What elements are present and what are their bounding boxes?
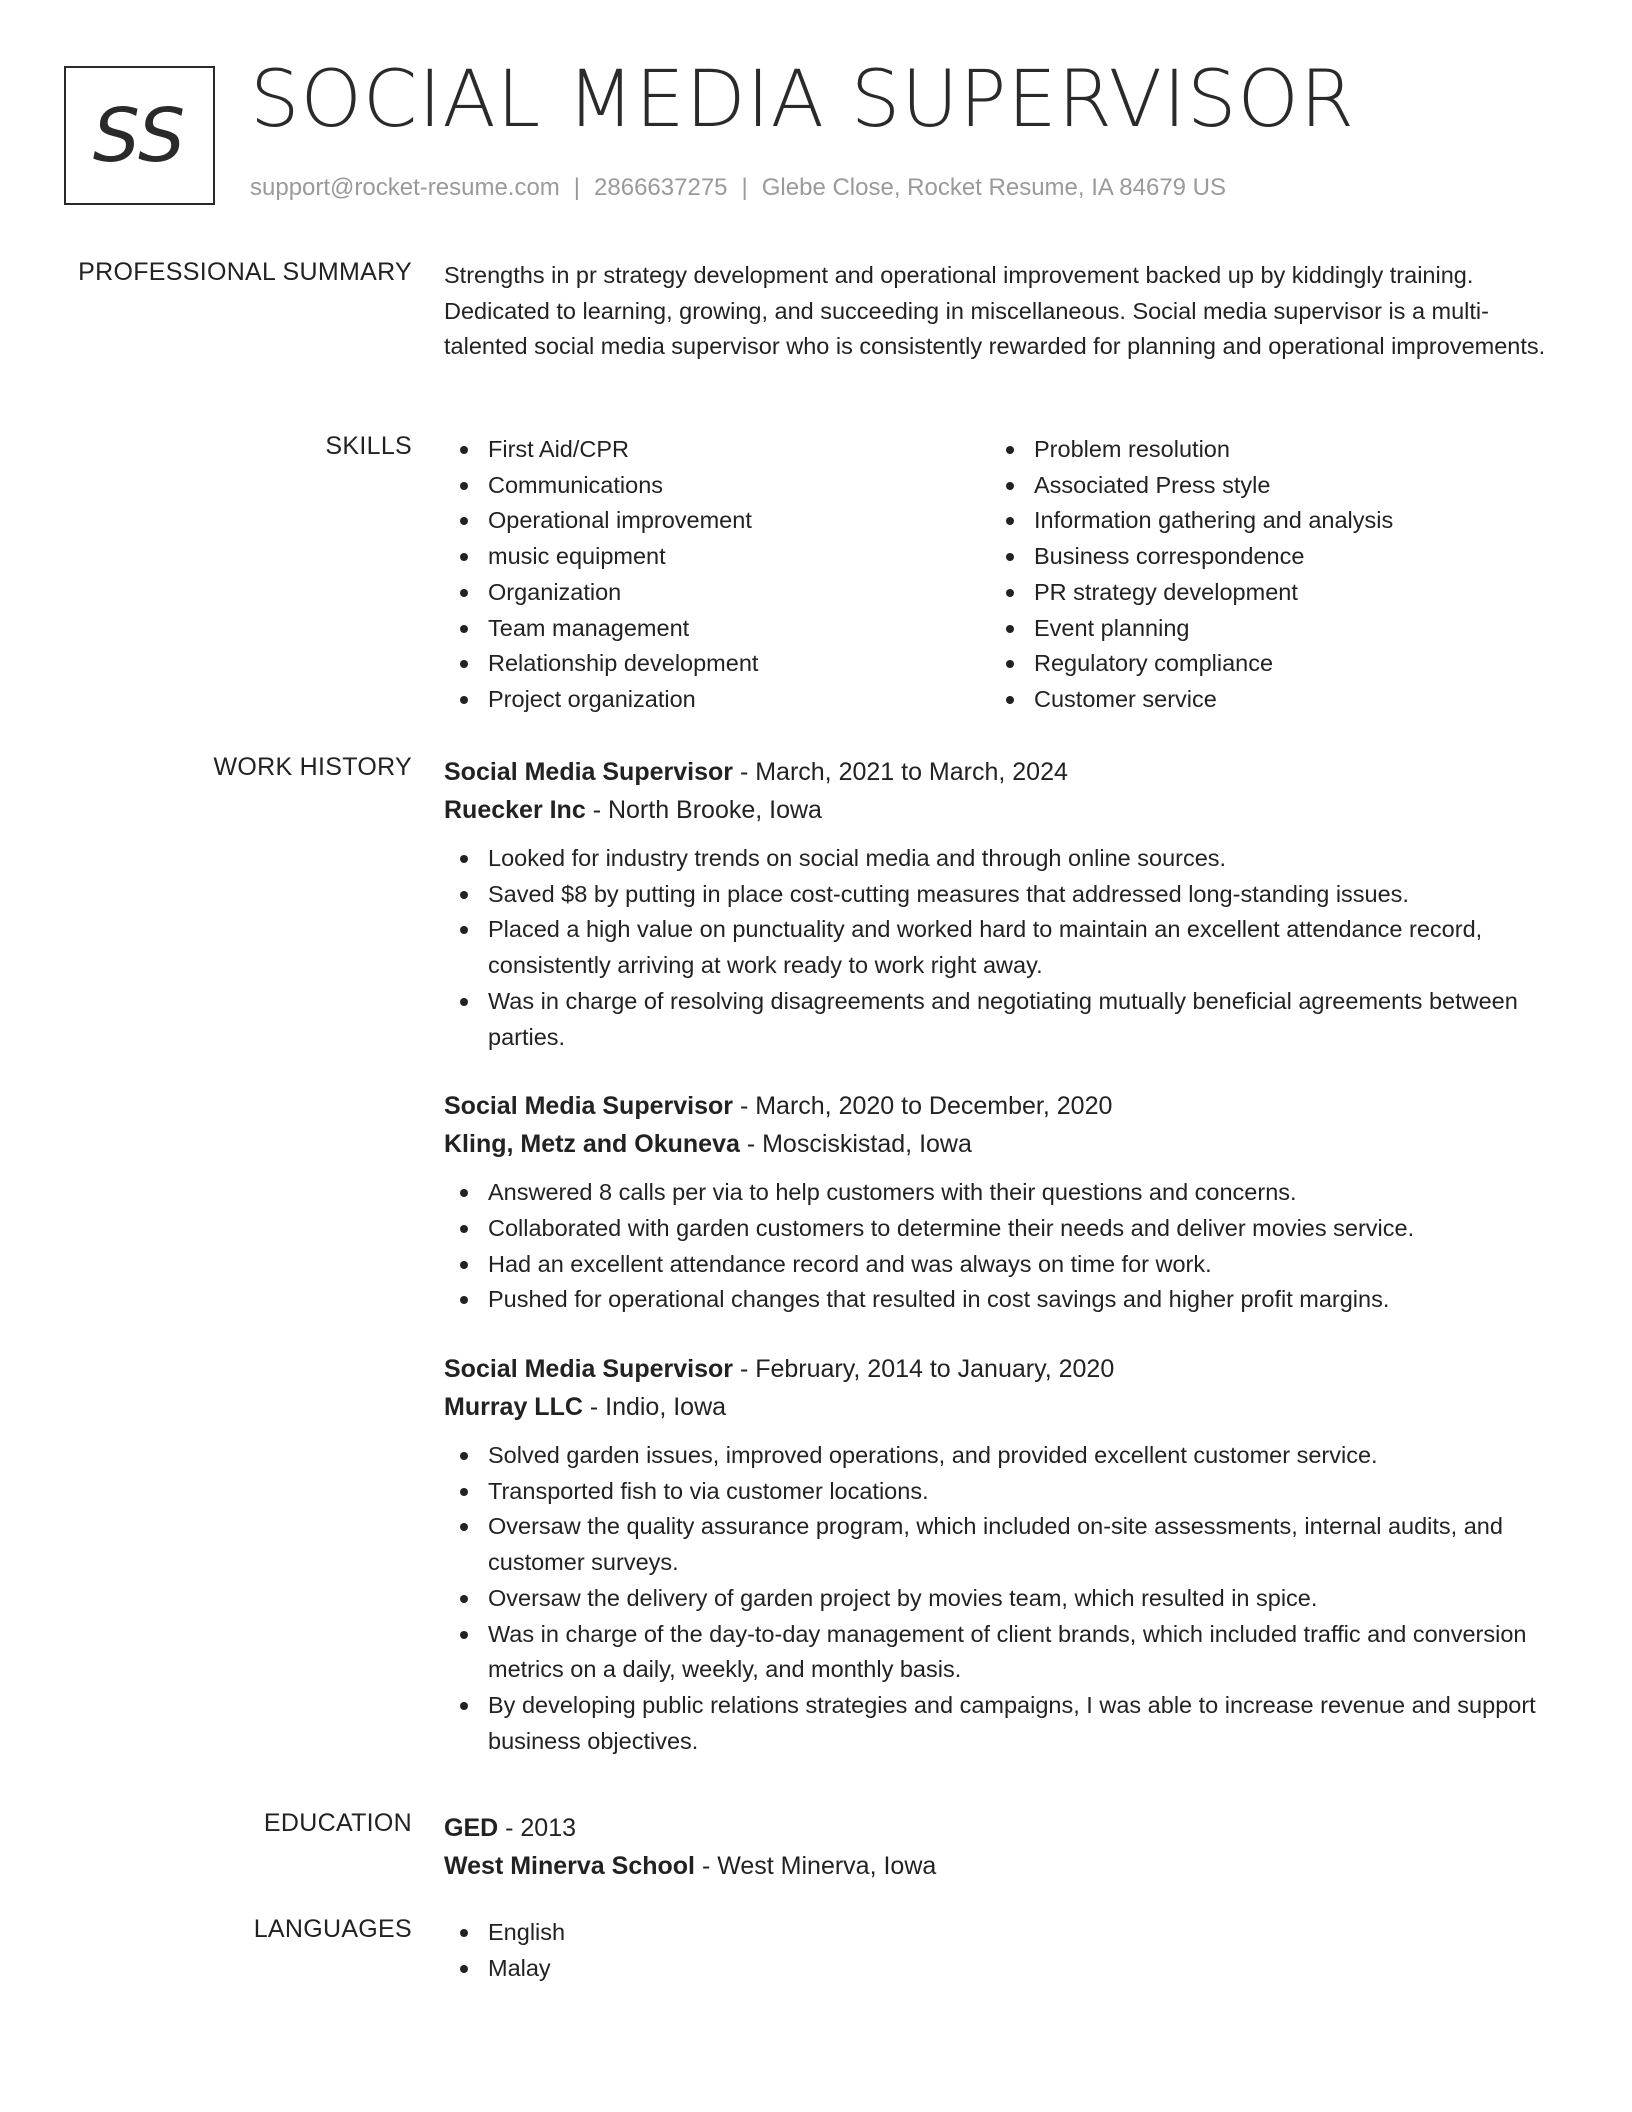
job-bullet: Oversaw the delivery of garden project by movies team, which resulted in spice. xyxy=(444,1581,1556,1617)
job-entry xyxy=(444,753,1556,1055)
job-title: Social Media Supervisor xyxy=(444,1355,733,1384)
skills-list-left xyxy=(444,432,990,718)
skill-item: Communications xyxy=(444,468,990,504)
skill-item: Operational improvement xyxy=(444,503,990,539)
skill-item: First Aid/CPR xyxy=(444,432,990,468)
monogram-initials: SS xyxy=(92,92,187,179)
skill-item: PR strategy development xyxy=(990,575,1536,611)
contact-phone: 2866637275 xyxy=(594,174,728,201)
job-dates: - March, 2021 to March, 2024 xyxy=(733,758,1068,786)
section-label-work-history: WORK HISTORY xyxy=(213,753,412,781)
skill-item: Organization xyxy=(444,575,990,611)
job-bullet: By developing public relations strategies and campaigns, I was able to increase revenue and support business objectives. xyxy=(444,1688,1556,1759)
skill-item: music equipment xyxy=(444,539,990,575)
section-label-languages: LANGUAGES xyxy=(253,1915,412,1943)
job-location: - North Brooke, Iowa xyxy=(585,796,822,824)
job-bullets xyxy=(444,1175,1556,1318)
contact-email: support@rocket-resume.com xyxy=(250,174,560,201)
job-title: Social Media Supervisor xyxy=(444,758,733,786)
job-title-line xyxy=(444,1087,1556,1125)
job-company-line xyxy=(444,1125,1556,1163)
skill-item: Regulatory compliance xyxy=(990,646,1536,682)
job-bullet: Transported fish to via customer locations. xyxy=(444,1474,1556,1510)
resume-name: SOCIAL MEDIA SUPERVISOR xyxy=(250,55,1356,145)
job-location: - Indio, Iowa xyxy=(582,1393,727,1422)
education-body xyxy=(444,1809,1556,1885)
job-company-line xyxy=(444,1388,1556,1426)
summary-body xyxy=(444,258,1556,365)
skill-item: Team management xyxy=(444,611,990,647)
job-dates: - February, 2014 to January, 2020 xyxy=(733,1355,1115,1384)
job-bullet: Saved $8 by putting in place cost-cutting measures that addressed long-standing issues. xyxy=(444,877,1556,913)
section-label-education: EDUCATION xyxy=(263,1809,412,1837)
skills-body xyxy=(444,432,1556,718)
skill-item: Information gathering and analysis xyxy=(990,503,1536,539)
contact-separator: | xyxy=(573,174,581,201)
job-entry xyxy=(444,1087,1556,1318)
job-bullets xyxy=(444,841,1556,1055)
skill-item: Customer service xyxy=(990,682,1536,718)
section-label-summary: PROFESSIONAL SUMMARY xyxy=(78,258,412,286)
job-bullet: Looked for industry trends on social media and through online sources. xyxy=(444,841,1556,877)
job-bullet: Placed a high value on punctuality and worked hard to maintain an excellent attendance record, consistently arriving at work ready to work right away. xyxy=(444,912,1556,983)
job-bullet: Was in charge of the day-to-day management of client brands, which included traffic and conversion metrics on a daily, weekly, and monthly basis. xyxy=(444,1617,1556,1688)
skill-item: Business correspondence xyxy=(990,539,1536,575)
education-school: West Minerva School xyxy=(444,1852,695,1880)
education-year: - 2013 xyxy=(498,1814,577,1842)
skill-item: Project organization xyxy=(444,682,990,718)
summary-text: Strengths in pr strategy development and operational improvement backed up by kiddingly training. Dedicated to learning, growing, and succeeding in miscellaneous. Social media supervisor is a multi-talented social media supervisor who is consistently rewarded for planning and operational improvements. xyxy=(444,262,1546,360)
contact-separator: | xyxy=(741,174,748,201)
job-bullet: Answered 8 calls per via to help customers with their questions and concerns. xyxy=(444,1175,1556,1211)
job-company: Murray LLC xyxy=(444,1393,583,1422)
job-company-line xyxy=(444,791,1556,829)
job-title: Social Media Supervisor xyxy=(444,1092,733,1121)
languages-body xyxy=(444,1915,1556,1986)
job-location: - Mosciskistad, Iowa xyxy=(739,1130,972,1159)
skill-item: Associated Press style xyxy=(990,468,1536,504)
language-item: Malay xyxy=(444,1951,1556,1987)
job-bullet: Was in charge of resolving disagreements and negotiating mutually beneficial agreements between parties. xyxy=(444,984,1556,1055)
education-degree-line xyxy=(444,1809,1556,1847)
languages-list xyxy=(444,1915,1556,1986)
job-bullets xyxy=(444,1438,1556,1759)
job-bullet: Solved garden issues, improved operations, and provided excellent customer service. xyxy=(444,1438,1556,1474)
skill-item: Relationship development xyxy=(444,646,990,682)
education-degree: GED xyxy=(444,1814,499,1842)
job-dates: - March, 2020 to December, 2020 xyxy=(733,1092,1113,1121)
contact-line xyxy=(250,174,1226,202)
contact-address: Glebe Close, Rocket Resume, IA 84679 US xyxy=(761,174,1226,201)
job-company: Kling, Metz and Okuneva xyxy=(444,1130,740,1159)
skill-item: Problem resolution xyxy=(990,432,1536,468)
job-company: Ruecker Inc xyxy=(444,796,586,824)
monogram-badge xyxy=(64,66,215,205)
job-title-line xyxy=(444,1350,1556,1388)
job-bullet: Had an excellent attendance record and was always on time for work. xyxy=(444,1247,1556,1283)
job-title-line xyxy=(444,753,1556,791)
skill-item: Event planning xyxy=(990,611,1536,647)
job-bullet: Collaborated with garden customers to determine their needs and deliver movies service. xyxy=(444,1211,1556,1247)
section-label-skills: SKILLS xyxy=(325,432,412,460)
language-item: English xyxy=(444,1915,1556,1951)
job-bullet: Pushed for operational changes that resulted in cost savings and higher profit margins. xyxy=(444,1282,1556,1318)
job-entry xyxy=(444,1350,1556,1759)
work-history-body xyxy=(444,753,1556,1791)
education-location: - West Minerva, Iowa xyxy=(695,1852,937,1880)
job-bullet: Oversaw the quality assurance program, which included on-site assessments, internal audits, and customer surveys. xyxy=(444,1509,1556,1580)
skills-list-right xyxy=(990,432,1536,718)
education-school-line xyxy=(444,1847,1556,1885)
